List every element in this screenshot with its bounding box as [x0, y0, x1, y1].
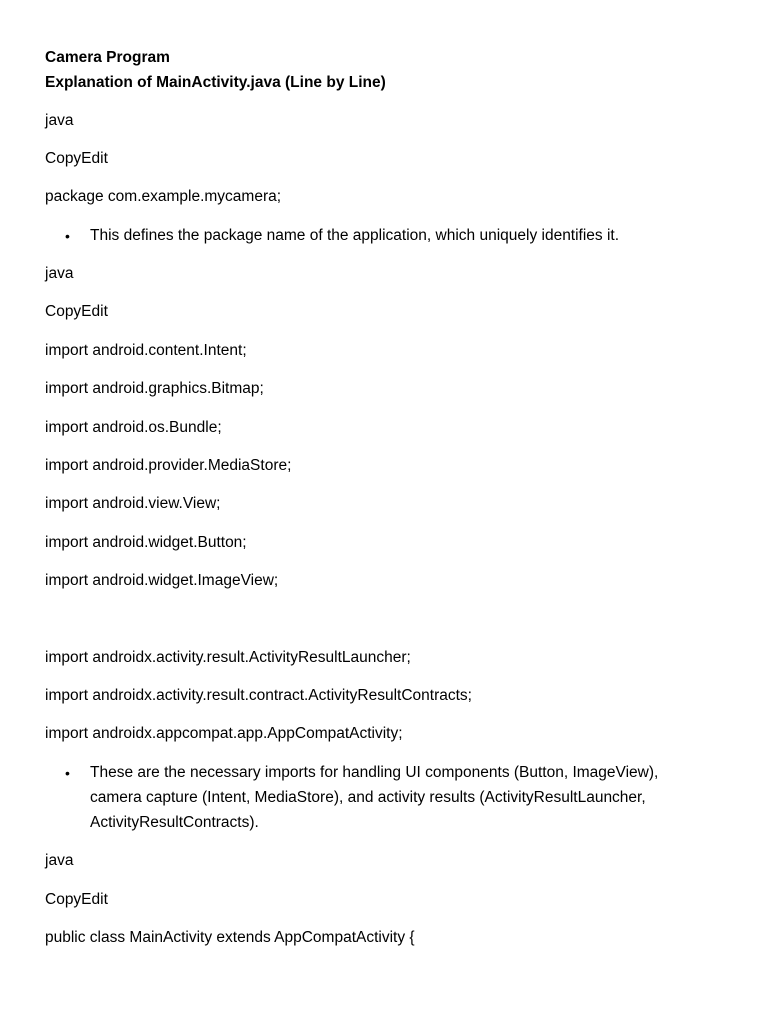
- code-line: import androidx.activity.result.ActivityResultLauncher;: [45, 649, 411, 666]
- code-line: import android.graphics.Bitmap;: [45, 380, 264, 397]
- code-line: package com.example.mycamera;: [45, 188, 282, 205]
- code-line: import android.view.View;: [45, 495, 221, 512]
- code-language-label: java: [45, 852, 74, 869]
- code-line: import androidx.activity.result.contract.ActivityResultContracts;: [45, 687, 472, 704]
- copy-edit-label: CopyEdit: [45, 150, 108, 167]
- code-line: import android.provider.MediaStore;: [45, 457, 292, 474]
- document-title: Camera Program: [45, 49, 170, 66]
- code-language-label: java: [45, 265, 74, 282]
- document-subtitle: Explanation of MainActivity.java (Line by Line): [45, 74, 386, 91]
- code-line: import androidx.appcompat.app.AppCompatActivity;: [45, 725, 403, 742]
- bullet-text: [90, 763, 710, 838]
- copy-edit-label: CopyEdit: [45, 891, 108, 908]
- copy-edit-label: CopyEdit: [45, 303, 108, 320]
- bullet-text: This defines the package name of the application, which uniquely identifies it.: [90, 227, 620, 244]
- code-line: import android.os.Bundle;: [45, 419, 222, 436]
- bullet-text-line: ActivityResultContracts).: [90, 814, 259, 831]
- code-language-label: java: [45, 112, 74, 129]
- code-line: import android.content.Intent;: [45, 342, 247, 359]
- code-line: public class MainActivity extends AppCompatActivity {: [45, 929, 415, 946]
- bullet-icon: •: [65, 228, 70, 244]
- bullet-text-line: camera capture (Intent, MediaStore), and activity results (ActivityResultLauncher,: [90, 789, 646, 806]
- bullet-text-line: These are the necessary imports for handling UI components (Button, ImageView),: [90, 764, 659, 781]
- bullet-icon: •: [65, 765, 70, 781]
- code-line: import android.widget.Button;: [45, 534, 247, 551]
- code-line: import android.widget.ImageView;: [45, 572, 279, 589]
